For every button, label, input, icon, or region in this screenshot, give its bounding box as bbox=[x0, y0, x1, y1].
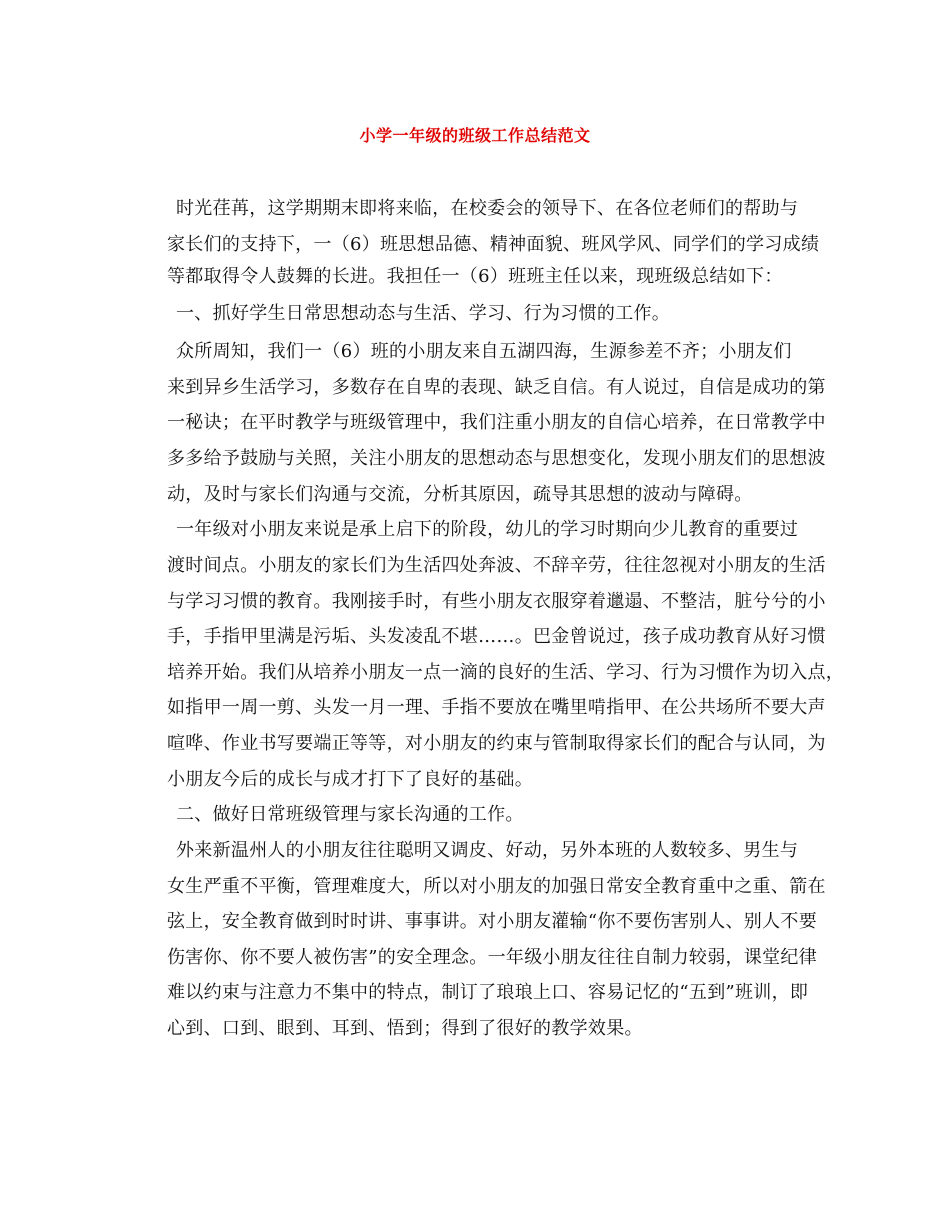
section-heading: 二、做好日常班级管理与家长沟通的工作。 bbox=[176, 804, 524, 825]
paragraph-line: 如指甲一周一剪、头发一月一理、手指不要放在嘴里啃指甲、在公共场所不要大声 bbox=[167, 697, 826, 718]
paragraph-line: 渡时间点。小朋友的家长们为生活四处奔波、不辞辛劳，往往忽视对小朋友的生活 bbox=[167, 555, 826, 576]
paragraph-line: 小朋友今后的成长与成才打下了良好的基础。 bbox=[167, 769, 533, 790]
paragraph-line: 等都取得令人鼓舞的长进。我担任一（6）班班主任以来，现班级总结如下： bbox=[167, 266, 783, 287]
paragraph-line: 众所周知，我们一（6）班的小朋友来自五湖四海，生源参差不齐；小朋友们 bbox=[176, 341, 792, 362]
section-heading: 一、抓好学生日常思想动态与生活、学习、行为习惯的工作。 bbox=[176, 303, 671, 324]
paragraph-line: 喧哗、作业书写要端正等等，对小朋友的约束与管制取得家长们的配合与认同，为 bbox=[167, 733, 826, 754]
paragraph-line: 女生严重不平衡，管理难度大，所以对小朋友的加强日常安全教育重中之重、箭在 bbox=[167, 876, 826, 897]
paragraph-line: 外来新温州人的小朋友往往聪明又调皮、好动，另外本班的人数较多、男生与 bbox=[176, 840, 799, 861]
paragraph-line: 家长们的支持下，一（6）班思想品德、精神面貌、班风学风、同学们的学习成绩 bbox=[167, 234, 820, 255]
paragraph-line: 与学习习惯的教育。我刚接手时，有些小朋友衣服穿着邋遢、不整洁，脏兮兮的小 bbox=[167, 591, 826, 612]
paragraph-line: 心到、口到、眼到、耳到、悟到；得到了很好的教学效果。 bbox=[167, 1018, 643, 1039]
paragraph-line: 时光荏苒，这学期期末即将来临，在校委会的领导下、在各位老师们的帮助与 bbox=[176, 198, 799, 219]
paragraph-line: 来到异乡生活学习，多数存在自卑的表现、缺乏自信。有人说过，自信是成功的第 bbox=[167, 377, 826, 398]
paragraph-line: 伤害你、你不要人被伤害”的安全理念。一年级小朋友往往自制力较弱，课堂纪律 bbox=[167, 947, 817, 968]
paragraph-line: 弦上，安全教育做到时时讲、事事讲。对小朋友灌输“你不要伤害别人、别人不要 bbox=[167, 911, 817, 932]
paragraph-line: 手，手指甲里满是污垢、头发凌乱不堪……。巴金曾说过，孩子成功教育从好习惯 bbox=[167, 626, 826, 647]
document-title: 小学一年级的班级工作总结范文 bbox=[359, 126, 591, 145]
paragraph-line: 多多给予鼓励与关照，关注小朋友的思想动态与思想变化，发现小朋友们的思想波 bbox=[167, 448, 826, 469]
paragraph-line: 一年级对小朋友来说是承上启下的阶段，幼儿的学习时期向少儿教育的重要过 bbox=[176, 519, 799, 540]
paragraph-line: 动，及时与家长们沟通与交流，分析其原因，疏导其思想的波动与障碍。 bbox=[167, 484, 753, 505]
paragraph-line: 难以约束与注意力不集中的特点，制订了琅琅上口、容易记忆的“五到”班训，即 bbox=[167, 982, 809, 1003]
paragraph-line: 一秘诀；在平时教学与班级管理中，我们注重小朋友的自信心培养，在日常教学中 bbox=[167, 412, 826, 433]
paragraph-line: 培养开始。我们从培养小朋友一点一滴的良好的生活、学习、行为习惯作为切入点， bbox=[167, 662, 845, 683]
